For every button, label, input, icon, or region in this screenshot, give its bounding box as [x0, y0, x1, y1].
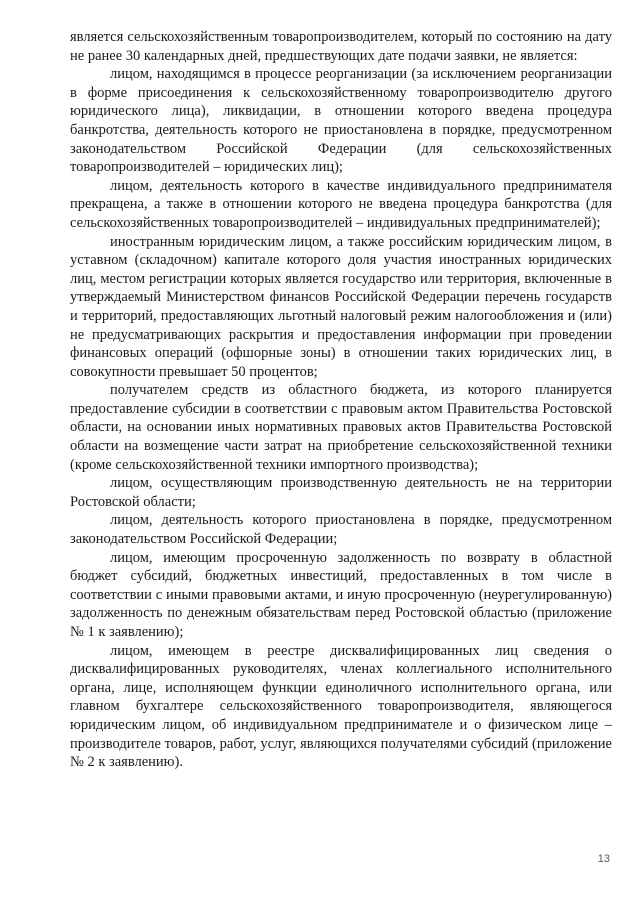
- document-body: [70, 28, 612, 772]
- paragraph-intro: является сельскохозяйственным товаропроизводителем, который по состоянию на дату не ранее 30 календарных дней, предшествующих дате подачи заявки, не является:: [70, 29, 612, 64]
- paragraph-disqualified: лицом, имеющем в реестре дисквалифицированных лиц сведения о дисквалифицированных руководителях, членах коллегиального исполнительного органа, лице, исполняющем функции единоличного исполнительного органа, или главном бухгалтере сельскохозяйственного товаропроизводителя, являющегося юридическим лицом, об индивидуальном предпринимателе и о физическом лице – производителе товаров, работ, услуг, являющихся получателями субсидий (приложение № 2 к заявлению).: [70, 642, 612, 771]
- paragraph-entrepreneur: лицом, деятельность которого в качестве индивидуального предпринимателя прекращена, а также в отношении которого не введена процедура банкротства (для сельскохозяйственных товаропроизводителей – индивидуальных предпринимателей);: [70, 177, 612, 231]
- paragraph-overdue-debt: лицом, имеющим просроченную задолженность по возврату в областной бюджет субсидий, бюджетных инвестиций, предоставленных в том числе в соответствии с иными правовыми актами, и иную просроченную (неурегулированную) задолженность по денежным обязательствам перед Ростовской областью (приложение № 1 к заявлению);: [70, 549, 612, 640]
- paragraph-suspended: лицом, деятельность которого приостановлена в порядке, предусмотренном законодательством Российской Федерации;: [70, 512, 612, 548]
- paragraph-reorganization: лицом, находящимся в процессе реорганизации (за исключением реорганизации в форме присоединения к сельскохозяйственному товаропроизводителю другого юридического лица), ликвидации, в отношении которого введена процедура банкротства, деятельность которого не приостановлена в порядке, предусмотренном законодательством Российской Федерации (для сельскохозяйственных товаропроизводителей – юридических лиц);: [70, 66, 612, 176]
- paragraph-budget-recipient: получателем средств из областного бюджета, из которого планируется предоставление субсидии в соответствии с правовым актом Правительства Ростовской области, на основании иных нормативных правовых актов Правительства Ростовской области на возмещение части затрат на приобретение сельскохозяйственной техники (кроме сельскохозяйственной техники импортного производства);: [70, 382, 612, 473]
- paragraph-territory: лицом, осуществляющим производственную деятельность не на территории Ростовской области;: [70, 475, 612, 510]
- page-number: 13: [597, 853, 610, 865]
- paragraph-foreign-entity: иностранным юридическим лицом, а также российским юридическим лицом, в уставном (складочном) капитале которого доля участия иностранных юридических лиц, местом регистрации которых является государство или территория, включенные в утверждаемый Министерством финансов Российской Федерации перечень государств и территорий, предоставляющих льготный налоговый режим налогообложения и (или) не предусматривающих раскрытия и предоставления информации при проведении финансовых операций (офшорные зоны) в отношении таких юридических лиц, в совокупности превышает 50 процентов;: [70, 233, 612, 380]
